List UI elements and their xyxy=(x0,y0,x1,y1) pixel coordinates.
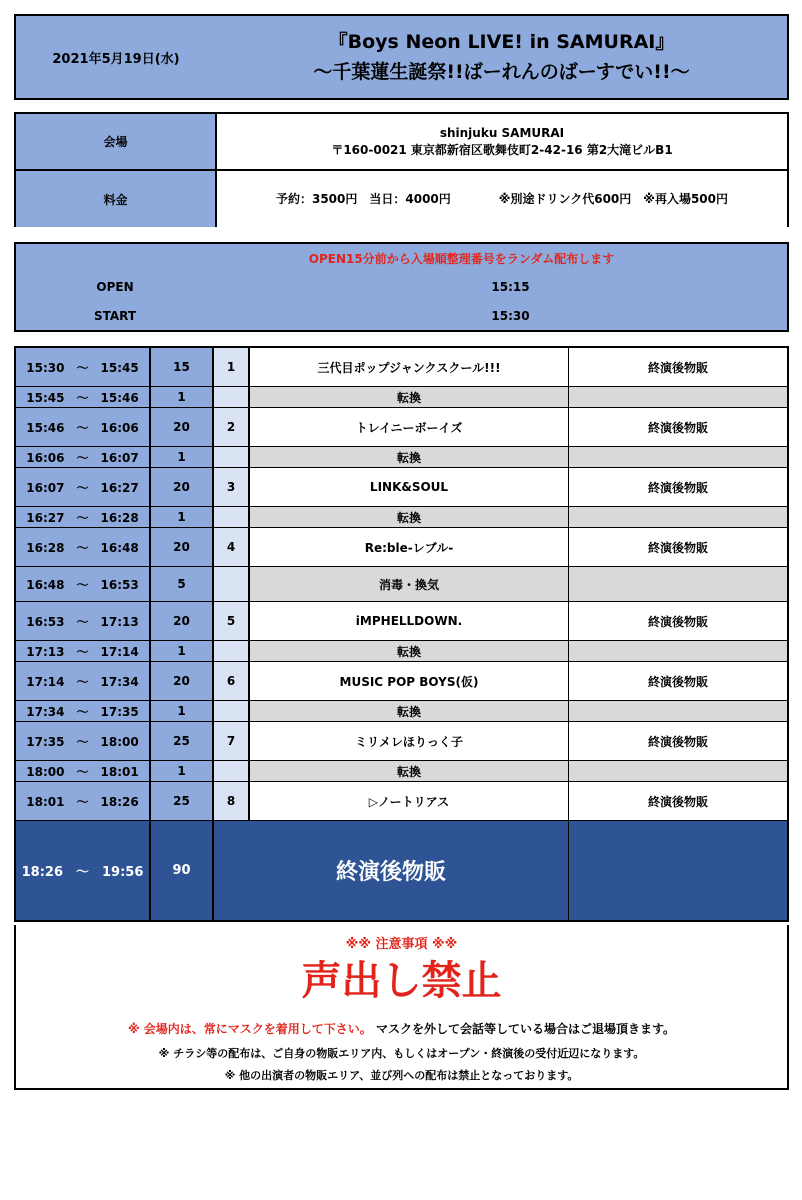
entry-notice: OPEN15分前から入場順整理番号をランダム配布します xyxy=(308,251,615,266)
table-row xyxy=(16,567,787,602)
open-row xyxy=(16,272,787,301)
slot-act: 転換 xyxy=(250,701,569,721)
open-time: 15:15 xyxy=(491,279,530,294)
event-date: 2021年5月19日(水) xyxy=(52,51,180,67)
table-row xyxy=(16,468,787,507)
slot-time: 15:30 〜 15:45 xyxy=(16,348,151,386)
table-row xyxy=(16,447,787,468)
slot-act: 転換 xyxy=(250,447,569,467)
slot-merch xyxy=(569,701,787,721)
notes-heading: ※※ 注意事項 ※※ xyxy=(345,937,458,952)
slot-act: MUSIC POP BOYS(仮) xyxy=(250,662,569,700)
table-row xyxy=(16,387,787,408)
notes-box xyxy=(14,925,789,1090)
flyer-notice: ※ チラシ等の配布は、ご自身の物販エリア内、もしくはオープン・終演後の受付近辺になります。 xyxy=(158,1047,645,1060)
slot-number: 6 xyxy=(214,662,250,700)
slot-number xyxy=(214,507,250,527)
start-time: 15:30 xyxy=(491,308,530,323)
slot-act: 消毒・換気 xyxy=(250,567,569,601)
fee-value xyxy=(217,171,787,227)
fee-extra: ※別途ドリンク代600円 ※再入場500円 xyxy=(498,191,728,206)
slot-merch xyxy=(569,761,787,781)
slot-time: 17:35 〜 18:00 xyxy=(16,722,151,760)
slot-time: 16:28 〜 16:48 xyxy=(16,528,151,566)
slot-act: ▷ノートリアス xyxy=(250,782,569,820)
slot-number: 1 xyxy=(214,348,250,386)
slot-time: 17:13 〜 17:14 xyxy=(16,641,151,661)
slot-minutes: 20 xyxy=(151,602,214,640)
table-row xyxy=(16,507,787,528)
slot-minutes: 1 xyxy=(151,701,214,721)
slot-act: Re:ble-レブル- xyxy=(250,528,569,566)
table-row xyxy=(16,602,787,641)
slot-time: 16:53 〜 17:13 xyxy=(16,602,151,640)
table-row xyxy=(16,408,787,447)
fee-label: 料金 xyxy=(16,171,217,227)
final-act: 終演後物販 xyxy=(214,821,569,920)
slot-number xyxy=(214,761,250,781)
slot-act: iMPHELLDOWN. xyxy=(250,602,569,640)
start-row xyxy=(16,301,787,330)
venue-address: 〒160-0021 東京都新宿区歌舞伎町2-42-16 第2大滝ビルB1 xyxy=(331,142,673,157)
no-voice-warning: 声出し禁止 xyxy=(301,958,502,1004)
final-time: 18:26 〜 19:56 xyxy=(16,821,151,920)
start-label: START xyxy=(93,308,137,323)
slot-number: 3 xyxy=(214,468,250,506)
slot-time: 16:07 〜 16:27 xyxy=(16,468,151,506)
slot-merch xyxy=(569,507,787,527)
slot-act: 転換 xyxy=(250,507,569,527)
slot-number: 2 xyxy=(214,408,250,446)
slot-time: 18:00 〜 18:01 xyxy=(16,761,151,781)
slot-number xyxy=(214,641,250,661)
slot-minutes: 20 xyxy=(151,528,214,566)
table-row xyxy=(16,761,787,782)
slot-merch: 終演後物販 xyxy=(569,348,787,386)
slot-time: 16:27 〜 16:28 xyxy=(16,507,151,527)
slot-act: ミリメレほりっく子 xyxy=(250,722,569,760)
slot-time: 16:06 〜 16:07 xyxy=(16,447,151,467)
table-row xyxy=(16,662,787,701)
slot-minutes: 20 xyxy=(151,468,214,506)
slot-act: 転換 xyxy=(250,761,569,781)
slot-merch xyxy=(569,447,787,467)
slot-merch: 終演後物販 xyxy=(569,468,787,506)
slot-merch: 終演後物販 xyxy=(569,528,787,566)
slot-minutes: 5 xyxy=(151,567,214,601)
slot-time: 15:45 〜 15:46 xyxy=(16,387,151,407)
slot-minutes: 1 xyxy=(151,447,214,467)
slot-time: 17:14 〜 17:34 xyxy=(16,662,151,700)
venue-table xyxy=(14,112,789,227)
slot-minutes: 15 xyxy=(151,348,214,386)
slot-time: 17:34 〜 17:35 xyxy=(16,701,151,721)
open-start-box xyxy=(14,242,789,332)
slot-number: 8 xyxy=(214,782,250,820)
open-label: OPEN xyxy=(96,279,134,294)
slot-merch: 終演後物販 xyxy=(569,602,787,640)
event-title-line2: 〜千葉蓮生誕祭!!ばーれんのばーすでい!!〜 xyxy=(313,61,690,83)
slot-number: 7 xyxy=(214,722,250,760)
header-box xyxy=(14,14,789,100)
final-merch xyxy=(569,821,787,920)
slot-act: 転換 xyxy=(250,641,569,661)
table-row xyxy=(16,348,787,387)
table-row xyxy=(16,641,787,662)
fee-main: 予約：3500円 当日：4000円 xyxy=(275,191,451,206)
final-minutes: 90 xyxy=(151,821,214,920)
slot-number xyxy=(214,701,250,721)
slot-number: 5 xyxy=(214,602,250,640)
slot-time: 18:01 〜 18:26 xyxy=(16,782,151,820)
table-row xyxy=(16,782,787,821)
table-row xyxy=(16,701,787,722)
venue-name: shinjuku SAMURAI xyxy=(439,125,565,140)
slot-merch: 終演後物販 xyxy=(569,782,787,820)
table-row xyxy=(16,528,787,567)
event-title xyxy=(216,16,787,98)
slot-minutes: 1 xyxy=(151,387,214,407)
slot-time: 16:48 〜 16:53 xyxy=(16,567,151,601)
timetable xyxy=(14,346,789,922)
slot-merch: 終演後物販 xyxy=(569,722,787,760)
slot-act: 転換 xyxy=(250,387,569,407)
event-title-line1: 『Boys Neon LIVE! in SAMURAI』 xyxy=(328,31,675,53)
slot-number xyxy=(214,447,250,467)
final-merch-row xyxy=(16,821,787,920)
slot-act: トレイニーボーイズ xyxy=(250,408,569,446)
slot-merch xyxy=(569,641,787,661)
slot-number: 4 xyxy=(214,528,250,566)
slot-merch xyxy=(569,387,787,407)
slot-minutes: 20 xyxy=(151,662,214,700)
slot-merch: 終演後物販 xyxy=(569,408,787,446)
slot-number xyxy=(214,387,250,407)
slot-merch: 終演後物販 xyxy=(569,662,787,700)
slot-time: 15:46 〜 16:06 xyxy=(16,408,151,446)
slot-act: LINK&SOUL xyxy=(250,468,569,506)
slot-number xyxy=(214,567,250,601)
slot-act: 三代目ポップジャンクスクール!!! xyxy=(250,348,569,386)
slot-minutes: 1 xyxy=(151,761,214,781)
mask-notice xyxy=(16,1020,787,1037)
slot-merch xyxy=(569,567,787,601)
slot-minutes: 25 xyxy=(151,722,214,760)
slot-minutes: 1 xyxy=(151,507,214,527)
table-row xyxy=(16,722,787,761)
slot-minutes: 1 xyxy=(151,641,214,661)
mask-notice-black: マスクを外して会話等している場合はご退場頂きます。 xyxy=(376,1022,676,1036)
mask-notice-red: ※ 会場内は、常にマスクを着用して下さい。 xyxy=(127,1022,372,1036)
venue-value xyxy=(217,114,787,169)
flyer-ban-notice: ※ 他の出演者の物販エリア、並び列への配布は禁止となっております。 xyxy=(224,1069,579,1082)
slot-minutes: 25 xyxy=(151,782,214,820)
slot-minutes: 20 xyxy=(151,408,214,446)
venue-label: 会場 xyxy=(16,114,217,169)
